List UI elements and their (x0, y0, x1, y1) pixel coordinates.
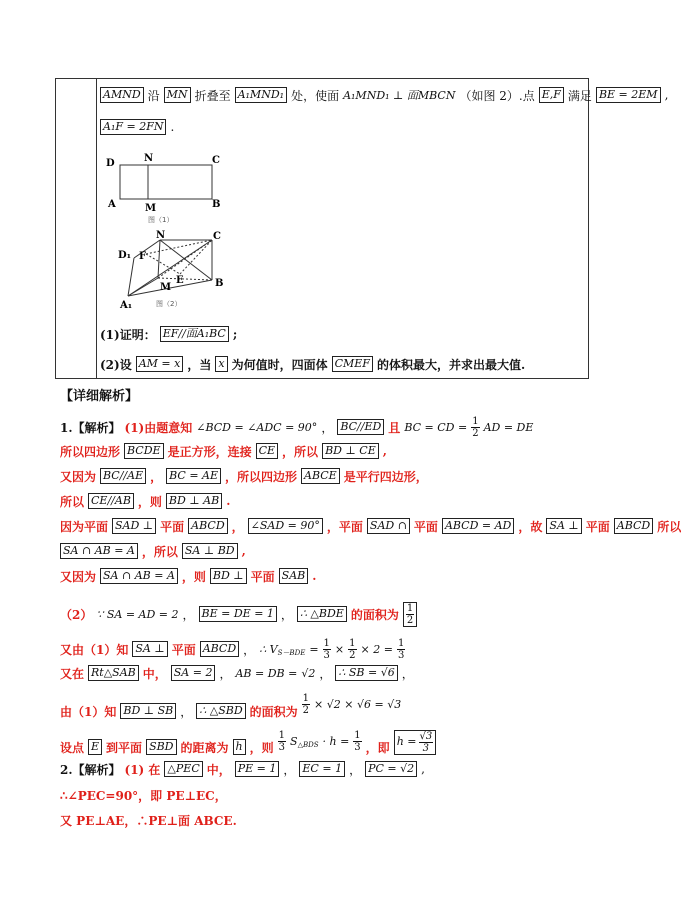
label-m: M (145, 203, 157, 214)
analysis-line-1 (60, 415, 534, 439)
text: 由（1）知 (60, 704, 117, 719)
term: BD ⊥ SB (120, 703, 176, 719)
text: 处，使面 (291, 88, 340, 103)
term: SAB (279, 568, 309, 584)
math: BC = CD = (404, 420, 468, 434)
fraction (471, 416, 479, 439)
text: 的体积最大，并求出最大值. (376, 357, 526, 372)
term: ∴ SB = √6 (335, 665, 397, 681)
text: 平面 (413, 519, 438, 534)
label-c: C (212, 155, 220, 166)
label-a1: A₁ (120, 300, 133, 311)
term: BC//AE (100, 468, 146, 484)
text: ， (150, 469, 163, 484)
text: ，则 (249, 740, 274, 755)
math: ∴ V (259, 642, 278, 656)
text: 平面 (171, 642, 196, 657)
denominator: 2 (349, 649, 356, 661)
denominator: 3 (354, 741, 361, 753)
text: (1)由题意知 (124, 420, 193, 435)
term: BD ⊥ CE (322, 443, 379, 459)
analysis-line-6 (60, 542, 246, 560)
text: ， (401, 666, 414, 681)
question-line-2 (100, 118, 174, 136)
text: ，所以 (141, 544, 178, 559)
analysis-line-14: ∴∠PEC=90°，即 PE⊥EC， (60, 789, 227, 803)
text: 满足 (567, 88, 592, 103)
term: ABCD (188, 518, 227, 534)
text: 又由（1）知 (60, 642, 129, 657)
text: 折叠至 (194, 88, 231, 103)
analysis-line-3 (60, 467, 428, 485)
numerator: 1 (406, 602, 414, 614)
text: 平面 (585, 519, 610, 534)
subscript: S－BDE (277, 649, 306, 657)
analysis-line-4 (60, 492, 230, 510)
analysis-line-9 (60, 637, 405, 661)
text: . (170, 120, 175, 134)
term: ABCD (614, 518, 653, 534)
label-c: C (213, 231, 221, 242)
math: ∵ SA = AD = 2 (96, 607, 179, 621)
term: SAD ⊥ (112, 518, 156, 534)
denominator: 2 (472, 427, 479, 439)
text: . (312, 569, 317, 583)
numerator: 1 (354, 729, 361, 741)
text: ，平面 (326, 519, 363, 534)
text: (2)设 (100, 357, 132, 372)
fraction (348, 638, 356, 661)
text: , (421, 762, 425, 776)
figure-2 (100, 230, 235, 312)
math: × (334, 642, 345, 656)
text: （2） (60, 607, 93, 622)
term-a1f: A₁F = 2FN (100, 119, 166, 135)
text: ， (243, 642, 256, 657)
math: · h = (322, 734, 350, 748)
analysis-line-13 (60, 760, 425, 778)
numerator: 1 (323, 637, 330, 649)
subscript: △BDS (297, 741, 319, 749)
math: × 2 = (360, 642, 393, 656)
text: （如图 2）.点 (459, 88, 535, 103)
term-mn: MN (164, 87, 191, 103)
text: 的面积为 (350, 607, 399, 622)
fraction (302, 693, 310, 716)
term-ef: E,F (539, 87, 564, 103)
term-amnd: AMND (100, 87, 144, 103)
term-x: x (215, 356, 227, 372)
fraction (353, 730, 361, 753)
analysis-lead: 1.【解析】 (60, 420, 121, 435)
text: ， (231, 519, 244, 534)
analysis-line-10 (60, 664, 414, 682)
term: SBD (146, 739, 176, 755)
text: ，则 (137, 494, 162, 509)
math: h = (396, 735, 417, 748)
math: AB = DB = (235, 666, 298, 680)
fraction (419, 731, 434, 754)
analysis-line-8 (60, 602, 417, 626)
term: PC = √2 (365, 761, 417, 777)
term-a1mnd1: A₁MND₁ (235, 87, 287, 103)
fig1-caption: 图（1） (148, 216, 174, 224)
term-be: BE = 2EM (596, 87, 661, 103)
question-part-1 (100, 325, 237, 343)
text: (1)证明： (100, 327, 156, 342)
term: ∴ △BDE (297, 606, 347, 622)
text: ， (219, 666, 232, 681)
numerator: 1 (472, 415, 479, 427)
denominator: 2 (302, 704, 310, 716)
term-perp: A₁MND₁ ⊥ 面MBCN (343, 89, 456, 102)
text: 因为平面 (60, 519, 109, 534)
text: ，所以 (282, 444, 319, 459)
analysis-line-7 (60, 567, 316, 585)
text: 到平面 (106, 740, 143, 755)
term: BE = DE = 1 (199, 606, 277, 622)
analysis-line-2 (60, 442, 387, 460)
text: 平面 (250, 569, 275, 584)
text: ，故 (518, 519, 543, 534)
denominator: 3 (323, 649, 330, 661)
label-n: N (156, 230, 166, 241)
text: ，当 (187, 357, 212, 372)
numerator: 1 (278, 729, 286, 741)
term: CE (256, 443, 278, 459)
term: E (88, 739, 102, 755)
label-m: M (160, 282, 172, 293)
label-b: B (215, 278, 224, 289)
term: △PEC (164, 761, 202, 777)
denominator: 3 (397, 649, 405, 661)
text: 的面积为 (249, 704, 298, 719)
text: ， (180, 704, 193, 719)
text: 为何值时，四面体 (231, 357, 328, 372)
denominator: 3 (422, 742, 430, 754)
answer-box (394, 730, 437, 755)
numerator: √3 (419, 730, 433, 742)
term: SA ⊥ BD (182, 543, 238, 559)
math: √2 (301, 666, 316, 680)
text: 所以 (657, 519, 681, 534)
term: SA ⊥ (546, 518, 581, 534)
text: , (382, 444, 387, 458)
text: ， (182, 607, 195, 622)
table-divider (96, 79, 97, 378)
fraction (397, 638, 405, 661)
term: BD ⊥ AB (166, 493, 222, 509)
text: ， (349, 762, 362, 777)
term: Rt△SAB (88, 665, 139, 681)
text: 所以 (60, 494, 85, 509)
text: 是正方形，连接 (167, 444, 252, 459)
text: ，所以四边形 (225, 469, 298, 484)
text: . (226, 494, 231, 508)
text: (1) 在 (124, 762, 161, 777)
label-d1: D₁ (118, 250, 132, 261)
term: h (233, 739, 246, 755)
text: 又因为 (60, 569, 97, 584)
term: CE//AB (88, 493, 134, 509)
fraction (323, 638, 331, 661)
term-ef-parallel: EF//面A₁BC (160, 326, 229, 342)
text: 中， (206, 762, 231, 777)
term: ∴ △SBD (196, 703, 245, 719)
text: 是平行四边形， (343, 469, 428, 484)
analysis-line-12 (60, 729, 436, 756)
label-n: N (144, 153, 154, 164)
text: ， (321, 420, 334, 435)
numerator: 1 (349, 637, 356, 649)
term-cmef: CMEF (332, 356, 373, 372)
term: ABCE (301, 468, 340, 484)
term: SA ∩ AB = A (60, 543, 138, 559)
term-am-x: AM = x (136, 356, 184, 372)
fig2-caption: 图（2） (156, 300, 182, 308)
analysis-line-15: 又 PE⊥AE，∴PE⊥面 ABCE. (60, 814, 237, 828)
math: = (309, 642, 319, 656)
term: SA ⊥ (132, 641, 167, 657)
term: BC = AE (166, 468, 221, 484)
analysis-lead: 2.【解析】 (60, 762, 121, 777)
math: S (290, 734, 298, 748)
term: BD ⊥ (210, 568, 247, 584)
text: ， (283, 762, 296, 777)
text: 又因为 (60, 469, 97, 484)
text: ，则 (181, 569, 206, 584)
text: 平面 (160, 519, 185, 534)
math: AD = DE (483, 420, 534, 434)
term: SA = 2 (171, 665, 216, 681)
math: ∠BCD = ∠ADC = 90° (196, 420, 318, 434)
fraction (278, 730, 286, 753)
fraction (403, 602, 417, 627)
term: ABCD (200, 641, 239, 657)
term: SA ∩ AB = A (100, 568, 178, 584)
text: ，即 (365, 740, 390, 755)
figure-1 (100, 150, 230, 228)
term: BC//ED (337, 419, 384, 435)
question-part-2 (100, 355, 525, 373)
label-e: E (176, 275, 184, 286)
text: 又在 (60, 666, 85, 681)
text: 的距离为 (180, 740, 229, 755)
analysis-header: 【详细解析】 (60, 389, 139, 404)
text: 所以四边形 (60, 444, 121, 459)
term: PE = 1 (235, 761, 280, 777)
text: , (241, 544, 246, 558)
term: BCDE (124, 443, 164, 459)
text: 中， (142, 666, 167, 681)
term: ABCD = AD (442, 518, 514, 534)
label-d: D (106, 158, 115, 169)
label-f: F (139, 251, 147, 262)
text: ; (232, 327, 238, 341)
math: × √2 × √6 = √3 (314, 697, 402, 711)
text: 设点 (60, 740, 85, 755)
text: ， (319, 666, 332, 681)
text: 且 (388, 420, 401, 435)
text: ， (280, 607, 293, 622)
text: 沿 (147, 88, 160, 103)
numerator: 1 (302, 692, 310, 704)
analysis-line-5 (60, 517, 681, 535)
analysis-line-11 (60, 692, 402, 720)
label-b: B (212, 199, 221, 210)
text: , (664, 88, 669, 102)
term: EC = 1 (299, 761, 345, 777)
denominator: 3 (278, 741, 286, 753)
label-a: A (108, 199, 116, 210)
numerator: 1 (397, 637, 405, 649)
question-line-1 (100, 86, 668, 104)
term: SAD ∩ (367, 518, 410, 534)
denominator: 2 (406, 614, 414, 626)
term: ∠SAD = 90° (248, 518, 323, 534)
